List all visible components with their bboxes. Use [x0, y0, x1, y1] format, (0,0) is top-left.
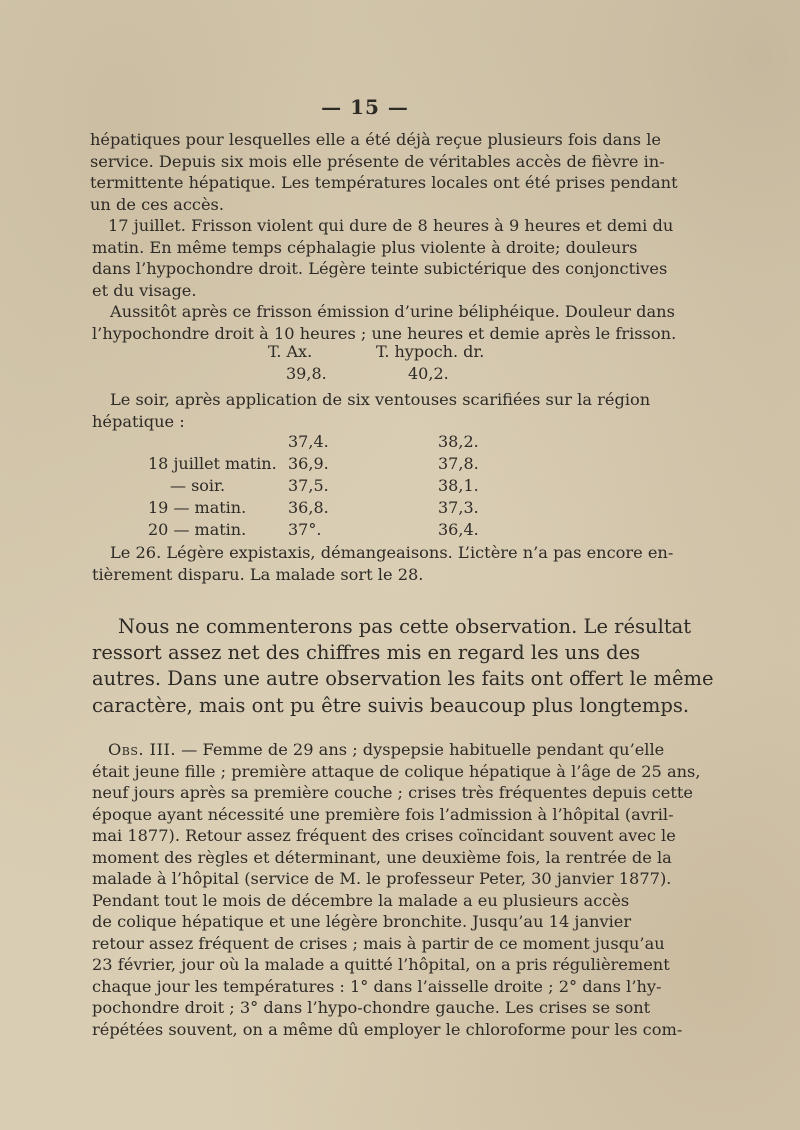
- text-line: mai 1877). Retour assez fréquent des crises coïncidant souvent avec le: [92, 826, 676, 845]
- row-ax: 37,5.: [288, 476, 329, 495]
- paragraph-evening: [92, 389, 651, 432]
- text-line: 17 juillet. Frisson violent qui dure de 8 heures à 9 heures et demi du: [108, 216, 674, 235]
- row-ax: 37°.: [288, 520, 322, 539]
- text-line: 23 février, jour où la malade a quitté l’hôpital, on a pris régulièrement: [92, 955, 670, 974]
- row-ax: 37,4.: [288, 432, 329, 451]
- text-line: pochondre droit ; 3° dans l’hypo-chondre gauche. Les crises se sont: [92, 998, 651, 1017]
- text-line: Aussitôt après ce frisson émission d’urine béliphéique. Douleur dans: [110, 302, 675, 321]
- row-label: 19 — matin.: [148, 498, 247, 517]
- text-line: malade à l’hôpital (service de M. le professeur Peter, 30 janvier 1877).: [92, 869, 672, 888]
- page-number: — 15 —: [321, 95, 409, 119]
- row-hypoch: 38,2.: [438, 432, 479, 451]
- paragraph-after-chill: [92, 301, 677, 344]
- text-line: de colique hépatique et une légère bronchite. Jusqu’au 14 janvier: [92, 912, 632, 931]
- text-line: [92, 739, 665, 761]
- commentary-paragraph: [92, 614, 714, 719]
- text-line: Pendant tout le mois de décembre la malade a eu plusieurs accès: [92, 890, 630, 910]
- text-line: un de ces accès.: [90, 194, 224, 214]
- text-line: était jeune fille ; première attaque de colique hépatique à l’âge de 25 ans,: [92, 761, 701, 781]
- text-line: matin. En même temps céphalagie plus violente à droite; douleurs: [92, 237, 638, 257]
- table-header-hypoch: T. hypoch. dr.: [376, 342, 485, 361]
- row-hypoch: 36,4.: [438, 520, 479, 539]
- row-hypoch: 38,1.: [438, 476, 479, 495]
- row-ax: 36,8.: [288, 498, 329, 517]
- text-line: autres. Dans une autre observation les faits ont offert le même: [92, 667, 714, 691]
- row-hypoch: 37,3.: [438, 498, 479, 517]
- table-header-ax: T. Ax.: [268, 342, 313, 361]
- text-line: Le 26. Légère expistaxis, démangeaisons. L’ictère n’a pas encore en-: [110, 543, 674, 562]
- text-line: neuf jours après sa première couche ; crises très fréquentes depuis cette: [92, 783, 693, 802]
- row-label: — soir.: [170, 476, 226, 495]
- text-line: hépatique :: [92, 411, 185, 431]
- text-line: hépatiques pour lesquelles elle a été déjà reçue plusieurs fois dans le: [90, 130, 661, 149]
- table-value-hypoch: 40,2.: [408, 364, 449, 383]
- row-label: 20 — matin.: [148, 520, 247, 539]
- observation-first-line: — Femme de 29 ans ; dyspepsie habituelle pendant qu’elle: [176, 740, 665, 759]
- paragraph-intro: [90, 129, 678, 215]
- text-line: caractère, mais ont pu être suivis beaucoup plus longtemps.: [92, 693, 690, 717]
- paragraph-july-17: [92, 215, 674, 301]
- paragraph-26: [92, 542, 674, 585]
- row-label: 18 juillet matin.: [148, 454, 277, 473]
- text-line: Nous ne commenterons pas cette observation. Le résultat: [118, 615, 692, 638]
- table-value-ax: 39,8.: [286, 364, 327, 383]
- row-hypoch: 37,8.: [438, 454, 479, 473]
- row-ax: 36,9.: [288, 454, 329, 473]
- text-line: termittente hépatique. Les températures locales ont été prises pendant: [90, 173, 678, 192]
- text-line: retour assez fréquent de crises ; mais à partir de ce moment jusqu’au: [92, 933, 665, 953]
- text-line: l’hypochondre droit à 10 heures ; une heures et demie après le frisson.: [92, 323, 677, 343]
- text-line: époque ayant nécessité une première fois l’admission à l’hôpital (avril-: [92, 804, 674, 824]
- observation-3: [92, 739, 701, 1040]
- text-line: dans l’hypochondre droit. Légère teinte subictérique des conjonctives: [92, 259, 668, 278]
- text-line: tièrement disparu. La malade sort le 28.: [92, 564, 424, 584]
- text-line: Le soir, après application de six ventouses scarifiées sur la région: [110, 390, 651, 409]
- observation-label: Obs. III.: [108, 740, 177, 759]
- text-line: chaque jour les températures : 1° dans l’aisselle droite ; 2° dans l’hy-: [92, 976, 662, 996]
- text-line: service. Depuis six mois elle présente de véritables accès de fièvre in-: [90, 151, 665, 171]
- text-line: répétées souvent, on a même dû employer le chloroforme pour les com-: [92, 1019, 683, 1039]
- text-line: et du visage.: [92, 280, 197, 300]
- text-line: ressort assez net des chiffres mis en regard les uns des: [92, 641, 641, 665]
- text-line: moment des règles et déterminant, une deuxième fois, la rentrée de la: [92, 847, 672, 867]
